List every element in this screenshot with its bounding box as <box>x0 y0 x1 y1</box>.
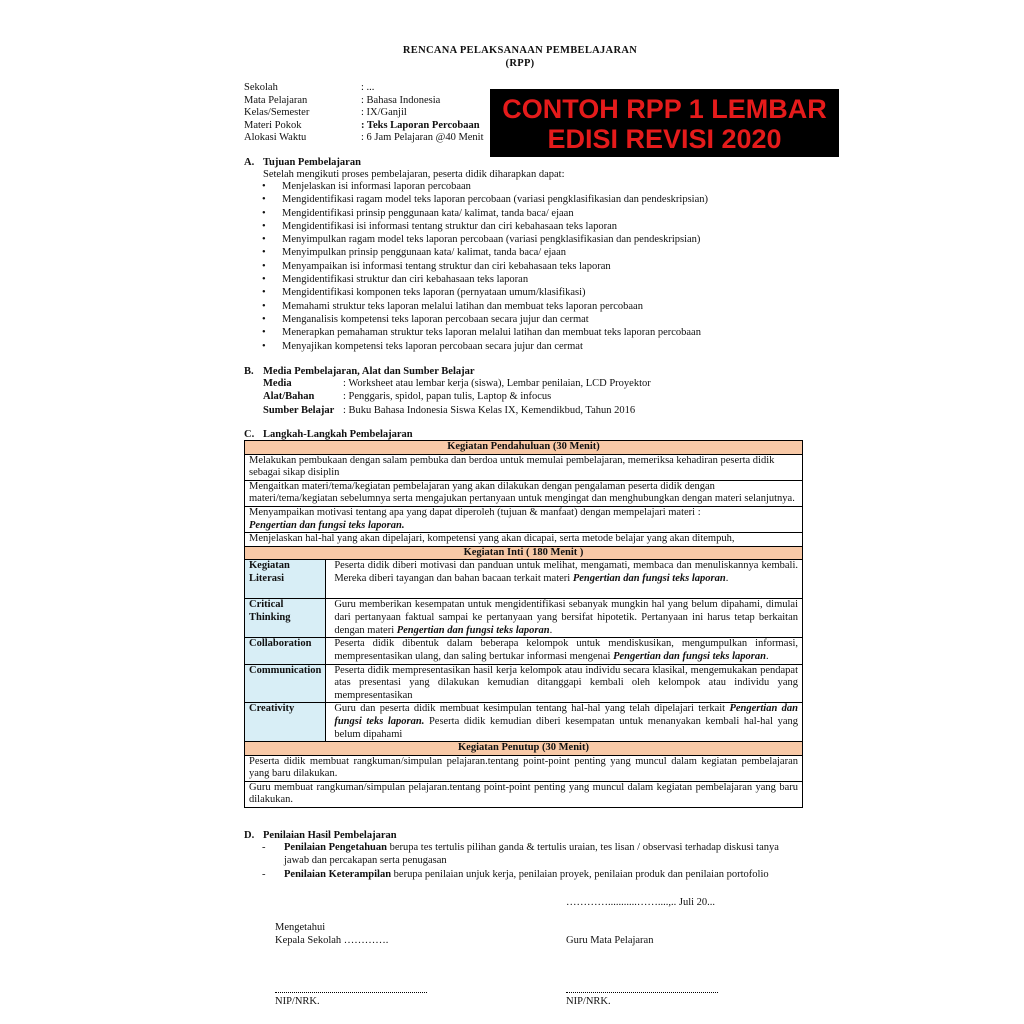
signature-acknowledged: Mengetahui <box>275 922 326 933</box>
media-row: Sumber Belajar : Buku Bahasa Indonesia Siswa Kelas IX, Kemendikbud, Tahun 2016 <box>263 404 636 416</box>
learning-goal-item: • Mengidentifikasi struktur dan ciri kebahasaan teks laporan <box>262 273 708 286</box>
inti-row-collaboration: Collaboration Peserta didik dibentuk dalam beberapa kelompok untuk mendiskusikan, mengumpulkan informasi, mempresentasikan ulang, dan saling bertukar informasi mengenai Pengertian dan fungsi teks laporan. <box>245 638 803 664</box>
signature-line-left <box>275 992 427 993</box>
teacher-nip: NIP/NRK. <box>566 996 611 1007</box>
assessment-item: - Penilaian Keterampilan berupa penilaian unjuk kerja, penilaian proyek, penilaian produk dan penilaian portofolio <box>262 869 769 881</box>
banner-line-2: EDISI REVISI 2020 <box>547 124 782 154</box>
media-block <box>263 377 651 417</box>
learning-goal-item: • Menerapkan pemahaman struktur teks laporan melalui latihan dan membuat teks laporan percobaan <box>262 326 708 339</box>
identity-row-topic: Materi Pokok : Teks Laporan Percobaan <box>244 119 480 131</box>
section-a-intro: Setelah mengikuti proses pembelajaran, peserta didik diharapkan dapat: <box>263 169 565 180</box>
signature-date: …………...........……....,.. Juli 20... <box>566 897 716 908</box>
section-b-heading: B. Media Pembelajaran, Alat dan Sumber Belajar <box>244 366 475 377</box>
learning-goal-item: • Menyampaikan isi informasi tentang struktur dan ciri kebahasaan teks laporan <box>262 260 708 273</box>
penutup-row: Guru membuat rangkuman/simpulan pelajaran.tentang point-point penting yang muncul dalam kegiatan pembelajaran yang baru dilakukan. <box>245 781 803 807</box>
pendahuluan-row: Melakukan pembukaan dengan salam pembuka dan berdoa untuk memulai pembelajaran, memeriksa kehadiran peserta didik sebagai sikap disiplin <box>245 454 803 480</box>
learning-goals-list <box>262 180 708 353</box>
identity-row-class: Kelas/Semester : IX/Ganjil <box>244 107 407 119</box>
signature-teacher: Guru Mata Pelajaran <box>566 935 654 946</box>
inti-header: Kegiatan Inti ( 180 Menit ) <box>245 546 803 560</box>
learning-goal-item: • Menyimpulkan ragam model teks laporan percobaan (variasi pengklasifikasian dan pendeskripsian) <box>262 233 708 246</box>
learning-goal-item: • Menjelaskan isi informasi laporan percobaan <box>262 180 708 193</box>
identity-block <box>244 82 484 145</box>
penutup-row: Peserta didik membuat rangkuman/simpulan pelajaran.tentang point-point penting yang muncul dalam kegiatan pembelajaran yang baru dilakukan. <box>245 755 803 781</box>
inti-row-critical-thinking: Critical Thinking Guru memberikan kesempatan untuk mengidentifikasi sebanyak mungkin hal yang belum dipahami, dimulai dari pertanyaan faktual sampai ke pertanyaan yang bersifat hipotetik. Pertanyaan ini harus tetap berkaitan dengan materi Pengertian dan fungsi teks laporan. <box>245 599 803 638</box>
inti-row-literasi: Kegiatan Literasi Peserta didik diberi motivasi dan panduan untuk melihat, mengamati, membaca dan menuliskannya kembali. Mereka diberi tayangan dan bahan bacaan terkait materi Pengertian dan fungsi teks laporan. <box>245 560 803 599</box>
media-row: Alat/Bahan : Penggaris, spidol, papan tulis, Laptop & infocus <box>263 391 552 403</box>
inti-row-communication: Communication Peserta didik mempresentasikan hasil kerja kelompok atau individu secara klasikal, mengemukakan pendapat atas presentasi yang dilakukan kemudian ditanggapi kembali oleh kelompok atau individu yang mempresentasikan <box>245 664 803 703</box>
learning-steps-table <box>244 440 803 808</box>
learning-goal-item: • Menyajikan kompetensi teks laporan percobaan secara jujur dan cermat <box>262 340 708 353</box>
banner-line-1: CONTOH RPP 1 LEMBAR <box>502 94 827 124</box>
learning-goal-item: • Menyimpulkan prinsip penggunaan kata/ kalimat, tanda baca/ ejaan <box>262 246 708 259</box>
section-a-heading: A. Tujuan Pembelajaran <box>244 157 361 168</box>
identity-row-school: Sekolah : ... <box>244 82 375 93</box>
pendahuluan-header: Kegiatan Pendahuluan (30 Menit) <box>245 441 803 455</box>
pendahuluan-row: Menjelaskan hal-hal yang akan dipelajari, kompetensi yang akan dicapai, serta metode belajar yang akan ditempuh, <box>245 533 803 547</box>
penutup-header: Kegiatan Penutup (30 Menit) <box>245 742 803 756</box>
inti-row-creativity: Creativity Guru dan peserta didik membuat kesimpulan tentang hal-hal yang telah dipelajari terkait Pengertian dan fungsi teks laporan. Peserta didik kemudian diberi kesempatan untuk menanyakan kembali hal-hal yang belum dipahami <box>245 703 803 742</box>
identity-row-time: Alokasi Waktu : 6 Jam Pelajaran @40 Menit <box>244 132 484 144</box>
learning-goal-item: • Memahami struktur teks laporan melalui latihan dan membuat teks laporan percobaan <box>262 300 708 313</box>
principal-nip: NIP/NRK. <box>275 996 320 1007</box>
pendahuluan-row: Mengaitkan materi/tema/kegiatan pembelajaran yang akan dilakukan dengan pengalaman peserta didik dengan materi/tema/kegiatan sebelumnya serta mengajukan pertanyaan untuk mengingat dan menghubungkan dengan materi selanjutnya. <box>245 480 803 506</box>
section-d-heading: D. Penilaian Hasil Pembelajaran <box>244 830 397 841</box>
signature-line-right <box>566 992 718 993</box>
assessment-list <box>262 842 802 884</box>
learning-goal-item: • Mengidentifikasi ragam model teks laporan percobaan (variasi pengklasifikasian dan pendeskripsian) <box>262 193 708 206</box>
identity-row-subject: Mata Pelajaran : Bahasa Indonesia <box>244 94 441 106</box>
pendahuluan-row: Menyampaikan motivasi tentang apa yang dapat diperoleh (tujuan & manfaat) dengan mempelajari materi : Pengertian dan fungsi teks laporan. <box>245 506 803 532</box>
learning-goal-item: • Menganalisis kompetensi teks laporan percobaan secara jujur dan cermat <box>262 313 708 326</box>
promo-banner <box>490 89 839 157</box>
learning-goal-item: • Mengidentifikasi isi informasi tentang struktur dan ciri kebahasaan teks laporan <box>262 220 708 233</box>
assessment-item: - Penilaian Pengetahuan berupa tes tertulis pilihan ganda & tertulis uraian, tes lisan / observasi terhadap diskusi tanya jawab dan percakapan serta penugasan <box>262 842 779 866</box>
media-row: Media : Worksheet atau lembar kerja (siswa), Lembar penilaian, LCD Proyektor <box>263 378 651 389</box>
document-title: RENCANA PELAKSANAAN PEMBELAJARAN <box>402 45 638 56</box>
learning-goal-item: • Mengidentifikasi prinsip penggunaan kata/ kalimat, tanda baca/ ejaan <box>262 207 708 220</box>
section-c-heading: C. Langkah-Langkah Pembelajaran <box>244 429 413 440</box>
signature-principal: Kepala Sekolah …………. <box>275 935 389 946</box>
learning-goal-item: • Mengidentifikasi komponen teks laporan (pernyataan umum/klasifikasi) <box>262 286 708 299</box>
document-subtitle: (RPP) <box>505 58 535 69</box>
